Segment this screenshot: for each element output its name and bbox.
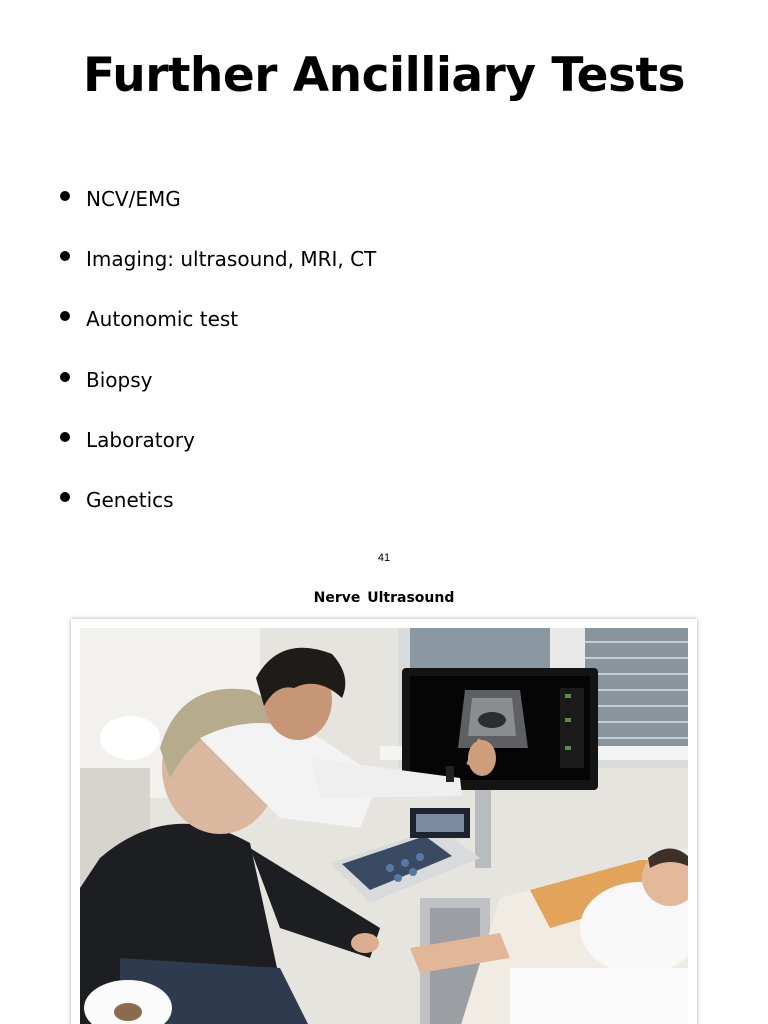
bullet-icon	[60, 432, 70, 442]
page-number: 41	[377, 552, 391, 564]
bullet-list	[60, 170, 376, 531]
list-item	[60, 230, 376, 290]
bullet-text: Autonomic test	[86, 307, 239, 332]
photo-caption: Nerve Ultrasound	[313, 590, 455, 606]
list-item	[60, 351, 376, 411]
bullet-text: NCV/EMG	[86, 187, 181, 212]
bullet-icon	[60, 311, 70, 321]
bullet-text: Laboratory	[86, 427, 195, 452]
bullet-text: Genetics	[86, 488, 174, 513]
bullet-text: Imaging: ultrasound, MRI, CT	[86, 247, 377, 272]
slide-title: Further Ancilliary Tests	[83, 48, 685, 103]
bullet-icon	[60, 191, 70, 201]
photo-frame	[71, 619, 697, 1024]
bullet-icon	[60, 492, 70, 502]
list-item	[60, 170, 376, 230]
bullet-text: Biopsy	[86, 367, 153, 392]
bullet-icon	[60, 251, 70, 261]
list-item	[60, 290, 376, 350]
list-item	[60, 411, 376, 471]
photo-illustration	[80, 628, 688, 1024]
list-item	[60, 471, 376, 531]
nerve-ultrasound-photo	[80, 628, 688, 1024]
bullet-icon	[60, 372, 70, 382]
